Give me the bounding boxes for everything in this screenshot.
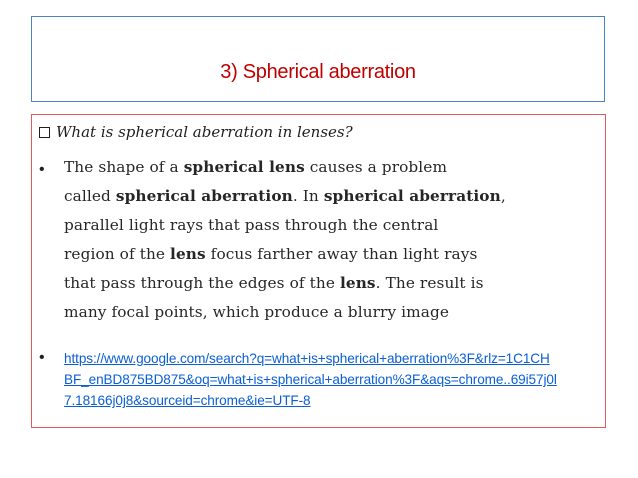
bullet-icon: • [39, 349, 45, 366]
link-line[interactable]: 7.18166j0j8&sourceid=chrome&ie=UTF-8 [64, 393, 311, 408]
question-text: What is spherical aberration in lenses? [56, 123, 353, 141]
checkbox-bullet-icon [39, 127, 50, 138]
slide-title: 3) Spherical aberration [220, 61, 416, 83]
link-line[interactable]: https://www.google.com/search?q=what+is+spherical+aberration%3F&rlz=1C1CH [64, 351, 550, 366]
paragraph-line: that pass through the edges of the lens. The result is [64, 274, 484, 292]
paragraph-line: called spherical aberration. In spherical aberration, [64, 187, 506, 205]
link-line[interactable]: BF_enBD875BD875&oq=what+is+spherical+aberration%3F&aqs=chrome..69i57j0l [64, 372, 557, 387]
source-link[interactable] [64, 348, 604, 411]
title-box [31, 16, 605, 102]
paragraph-line: many focal points, which produce a blurry image [64, 303, 450, 321]
content-box [31, 114, 606, 428]
bullet-icon: • [39, 161, 45, 178]
explanation-paragraph [64, 153, 604, 327]
paragraph-line: parallel light rays that pass through the central [64, 216, 439, 234]
paragraph-line: region of the lens focus farther away than light rays [64, 245, 478, 263]
question-row [39, 123, 353, 141]
paragraph-line: The shape of a spherical lens causes a problem [64, 158, 448, 176]
